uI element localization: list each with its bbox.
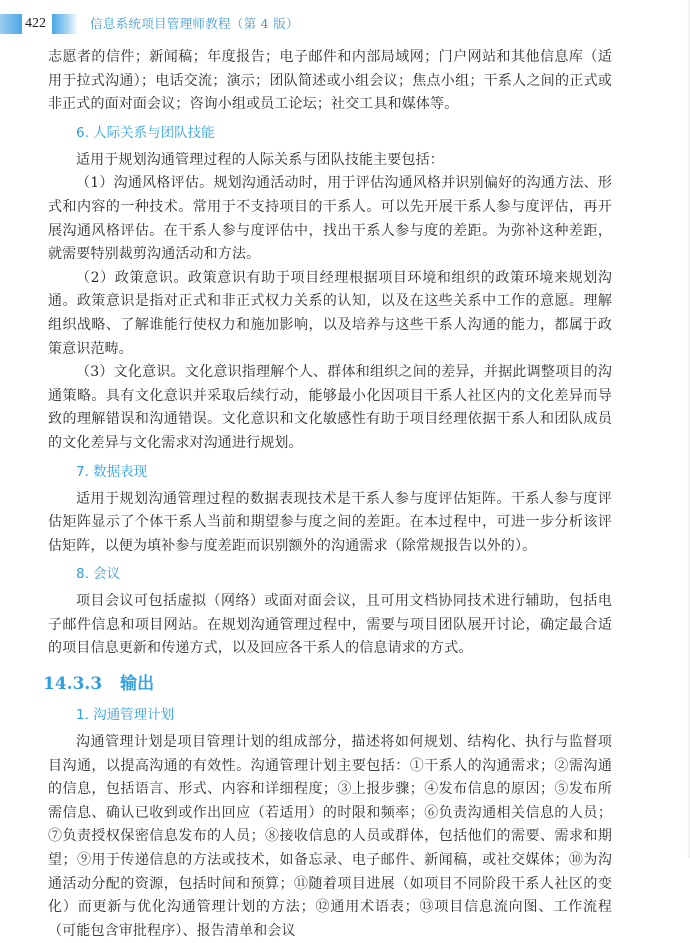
intro-paragraph: 志愿者的信件；新闻稿；年度报告；电子邮件和内部局域网；门户网站和其他信息库（适用于拉式沟通）；电话交流；演示；团队简述或小组会议；焦点小组；干系人之间的正式或非正式的面对面会议；咨询小组或员工论坛；社交工具和媒体等。 — [48, 49, 612, 113]
page-number: 422 — [25, 16, 46, 31]
comm-plan-heading: 1. 沟通管理计划 — [76, 707, 175, 724]
page-content — [43, 46, 612, 943]
output-section-title: 输出 — [120, 674, 155, 695]
section-6-paragraph: 适用于规划沟通管理过程的人际关系与团队技能主要包括： — [76, 151, 444, 168]
section-7-heading: 7. 数据表现 — [76, 463, 148, 480]
section-7-paragraph: 适用于规划沟通管理过程的数据表现技术是干系人参与度评估矩阵。干系人参与度评估矩阵显示了个体干系人当前和期望参与度之间的差距。在本过程中，可进一步分析该评估矩阵，以便为填补参与度差距而识别额外的沟通需求（除常规报告以外的）。 — [48, 490, 612, 554]
book-title: 信息系统项目管理师教程（第 4 版） — [90, 16, 299, 31]
page-header — [0, 14, 690, 34]
header-accent-bar-right — [52, 14, 78, 34]
section-6-paragraph: （3）文化意识。文化意识指理解个人、群体和组织之间的差异，并据此调整项目的沟通策略。具有文化意识并采取后续行动，能够最小化因项目干系人社区内的文化差异而导致的理解错误和沟通错误。文化意识和文化敏感性有助于项目经理依据干系人和团队成员的文化差异与文化需求对沟通进行规划。 — [48, 364, 612, 451]
header-accent-bar-left — [0, 14, 22, 34]
output-section-heading — [43, 673, 612, 695]
section-6-heading: 6. 人际关系与团队技能 — [76, 124, 215, 141]
output-section-number: 14.3.3 — [43, 674, 103, 695]
section-8-paragraph: 项目会议可包括虚拟（网络）或面对面会议，且可用文档协同技术进行辅助，包括电子邮件信息和项目网站。在规划沟通管理过程中，需要与项目团队展开讨论，确定最合适的项目信息更新和传递方式，以及回应各干系人的信息请求的方式。 — [48, 593, 612, 657]
section-8-heading: 8. 会议 — [76, 566, 121, 583]
section-6-paragraph: （2）政策意识。政策意识有助于项目经理根据项目环境和组织的政策环境来规划沟通。政策意识是指对正式和非正式权力关系的认知，以及在这些关系中工作的意愿。理解组织战略、了解谁能行使权力和施加影响，以及培养与这些干系人沟通的能力，都属于政策意识范畴。 — [48, 269, 612, 357]
section-6-paragraph: （1）沟通风格评估。规划沟通活动时，用于评估沟通风格并识别偏好的沟通方法、形式和内容的一种技术。常用于不支持项目的干系人。可以先开展干系人参与度评估，再开展沟通风格评估。在干系人参与度评估中，找出干系人参与度的差距。为弥补这种差距，就需要特别裁剪沟通活动和方法。 — [48, 175, 612, 263]
comm-plan-paragraph: 沟通管理计划是项目管理计划的组成部分，描述将如何规划、结构化、执行与监督项目沟通，以提高沟通的有效性。沟通管理计划主要包括：①干系人的沟通需求；②需沟通的信息，包括语言、形式、内容和详细程度；③上报步骤；④发布信息的原因；⑤发布所需信息、确认已收到或作出回应（若适用）的时限和频率；⑥负责沟通相关信息的人员；⑦负责授权保密信息发布的人员；⑧接收信息的人员或群体，包括他们的需要、需求和期望；⑨用于传递信息的方法或技术，如备忘录、电子邮件、新闻稿，或社交媒体；⑩为沟通活动分配的资源，包括时间和预算；⑪随着项目进展（如项目不同阶段干系人社区的变化）而更新与优化沟通管理计划的方法；⑫通用术语表；⑬项目信息流向图、工作流程（可能包含审批程序）、报告清单和会议 — [48, 734, 612, 939]
